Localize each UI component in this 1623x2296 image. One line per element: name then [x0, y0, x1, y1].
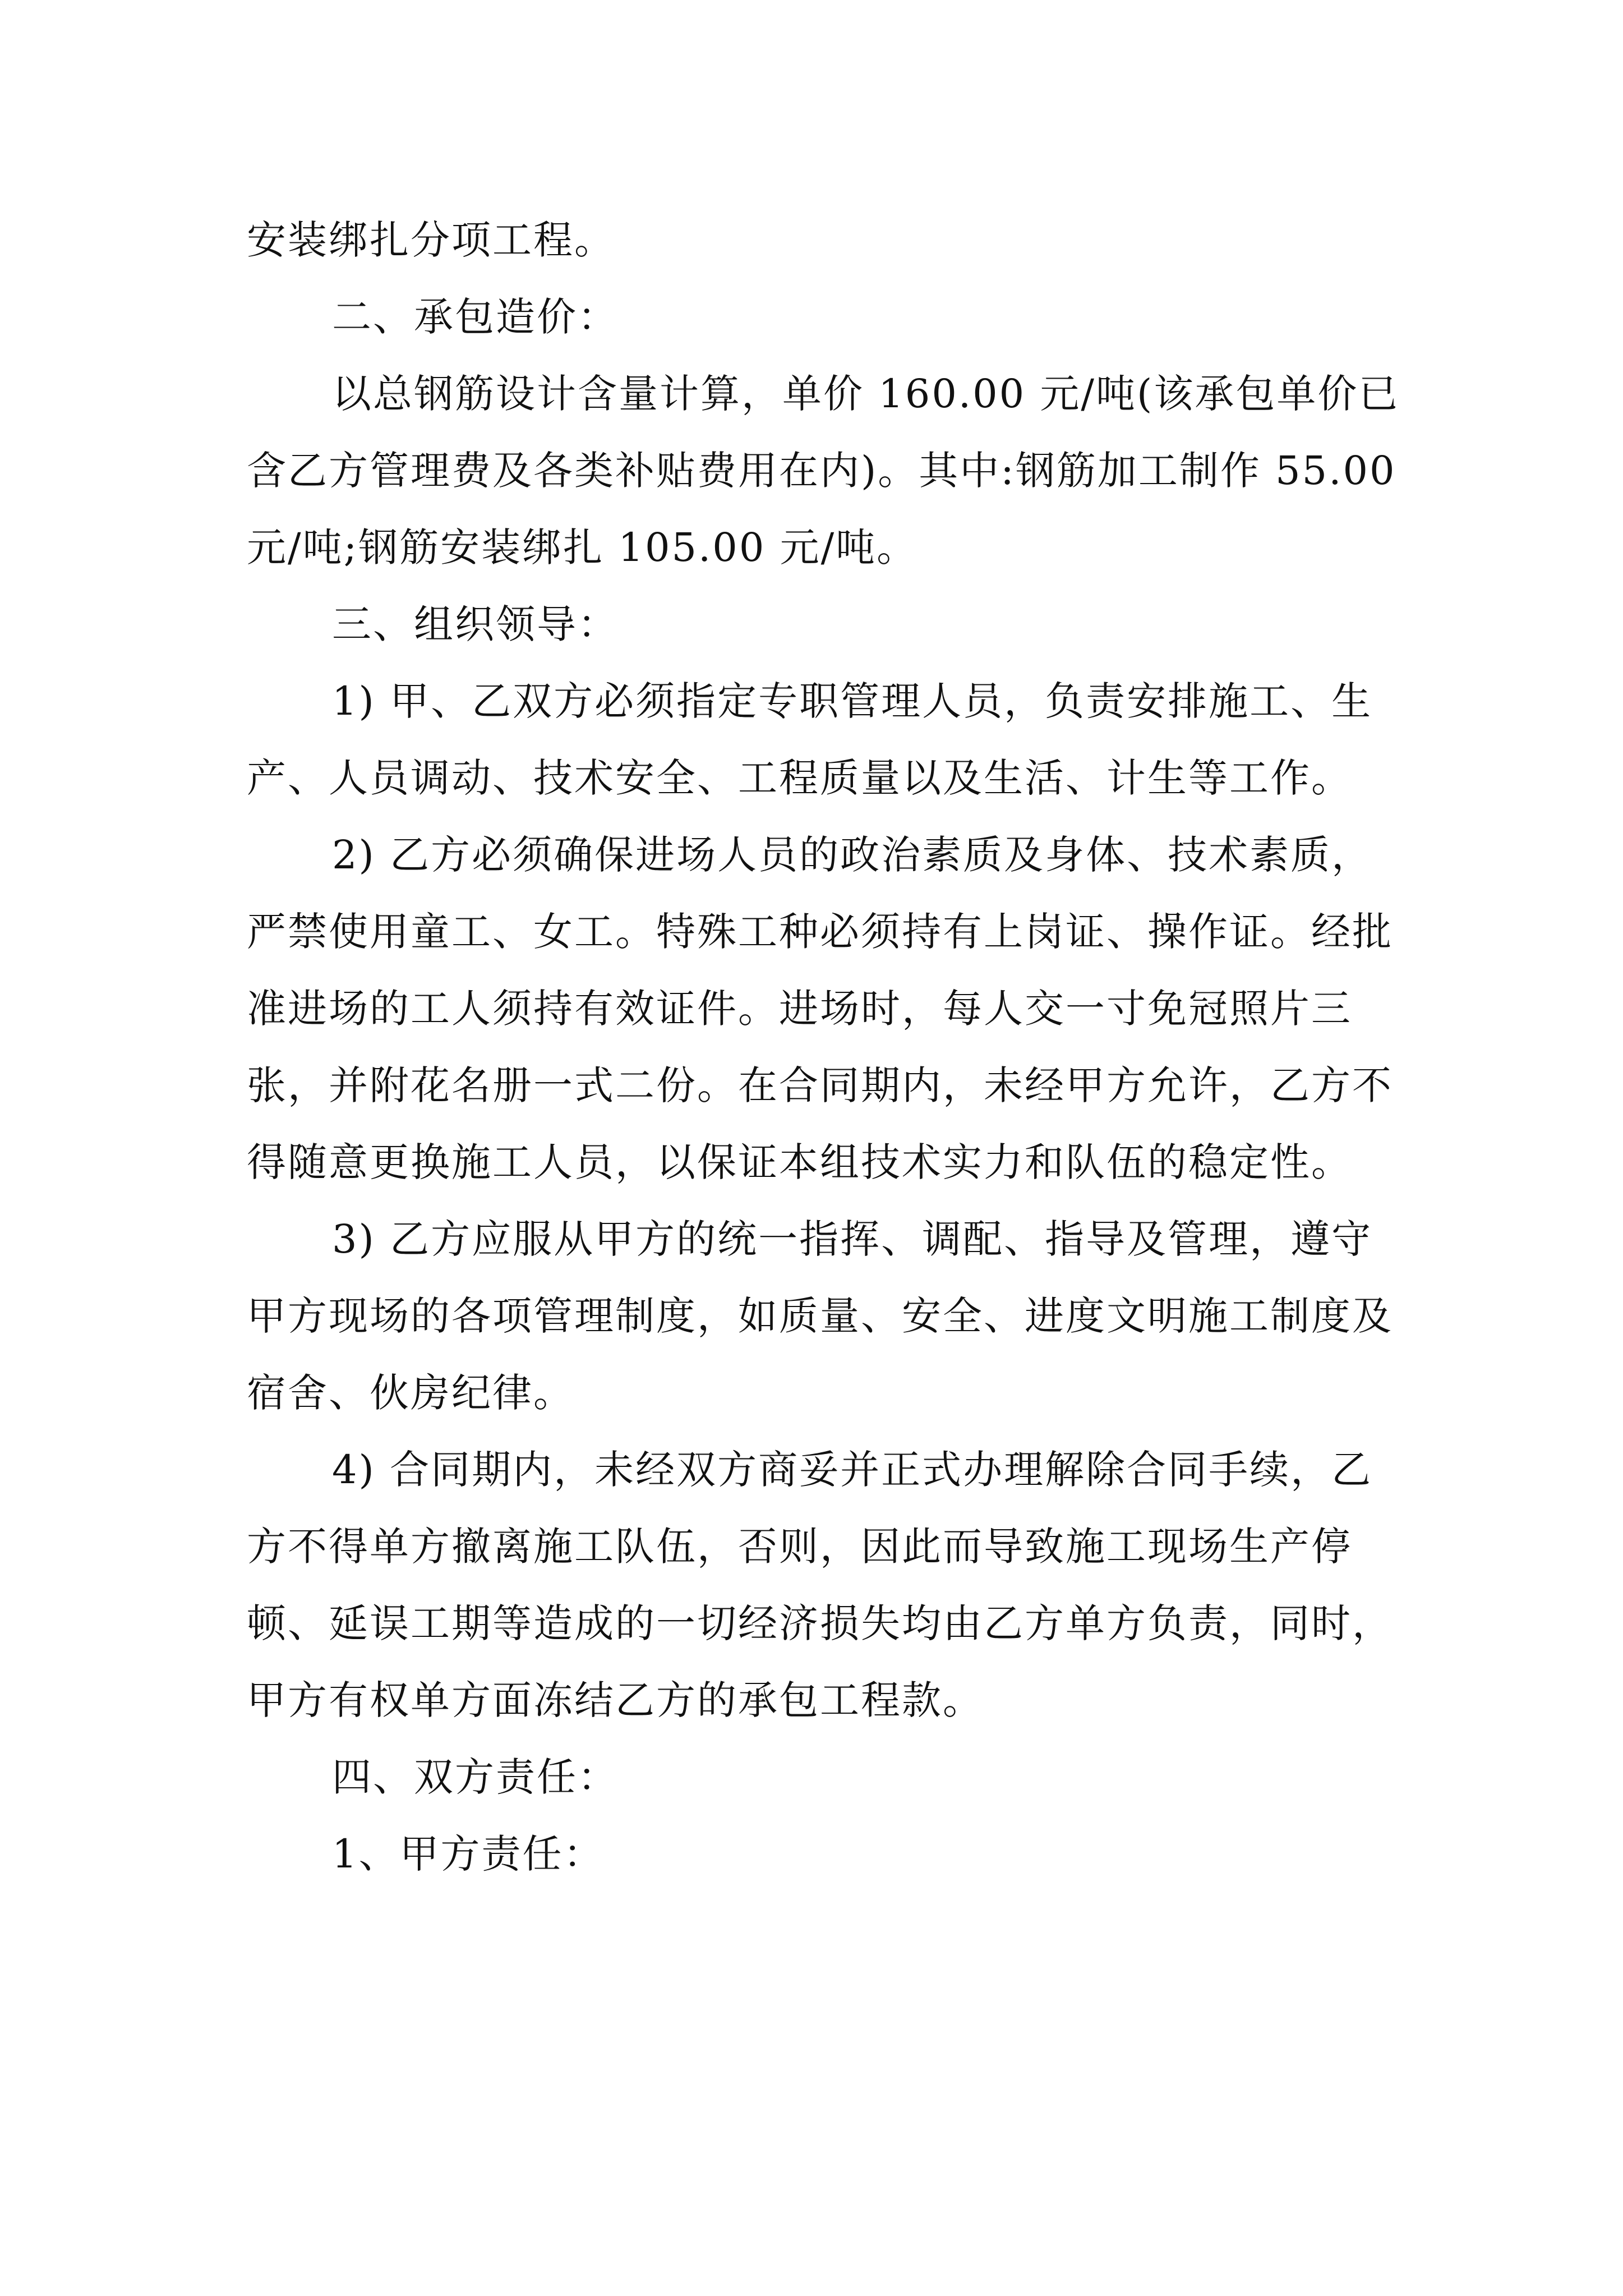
section-heading-organization: 三、组织领导： [332, 601, 619, 647]
document-body [247, 202, 1408, 1893]
clause-1: 1) 甲、乙双方必须指定专职管理人员，负责安排施工、生产、人员调动、技术安全、工程质量以及生活、计生等工作。 [247, 678, 1373, 801]
section-heading-contract-price: 二、承包造价： [332, 294, 619, 340]
clause-3: 3) 乙方应服从甲方的统一指挥、调配、指导及管理，遵守甲方现场的各项管理制度，如质量、安全、进度文明施工制度及宿舍、伙房纪律。 [247, 1216, 1393, 1416]
subsection-heading-party-a: 1、甲方责任： [332, 1831, 605, 1877]
paragraph-price-details: 以总钢筋设计含量计算，单价 160.00 元/吨(该承包单价已含乙方管理费及各类补贴费用在内)。其中:钢筋加工制作 55.00 元/吨;钢筋安装绑扎 105.00 元/吨。 [247, 371, 1400, 570]
section-heading-responsibilities: 四、双方责任： [332, 1754, 619, 1800]
clause-2: 2) 乙方必须确保进场人员的政治素质及身体、技术素质，严禁使用童工、女工。特殊工种必须持有上岗证、操作证。经批准进场的工人须持有效证件。进场时，每人交一寸免冠照片三张，并附花名册一式二份。在合同期内，未经甲方允许，乙方不得随意更换施工人员，以保证本组技术实力和队伍的稳定性。 [247, 832, 1393, 1185]
clause-4: 4) 合同期内，未经双方商妥并正式办理解除合同手续，乙方不得单方撤离施工队伍，否则，因此而导致施工现场生产停顿、延误工期等造成的一切经济损失均由乙方单方负责，同时，甲方有权单方面冻结乙方的承包工程款。 [247, 1447, 1393, 1723]
paragraph-continuation: 安装绑扎分项工程。 [247, 217, 615, 263]
